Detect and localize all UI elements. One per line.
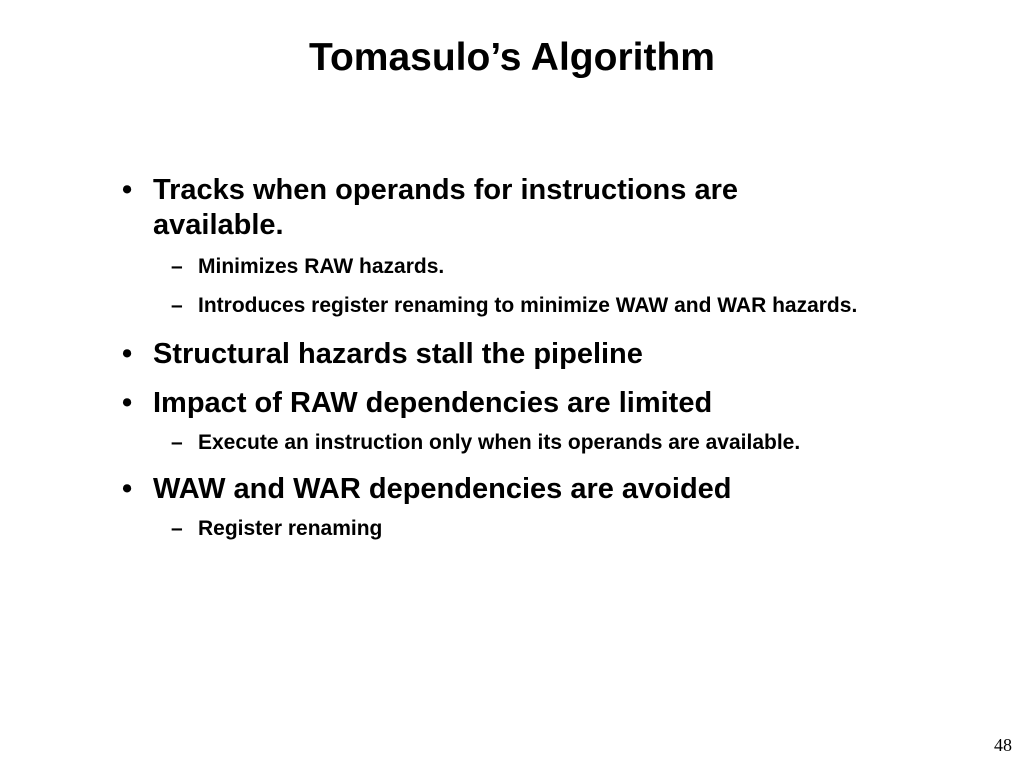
bullet-marker: • [122, 387, 133, 419]
dash-marker: – [171, 431, 183, 454]
sub-bullet-item [0, 429, 898, 456]
bullet-text: Tracks when operands for instructions are available. [153, 174, 738, 241]
bullet-item [0, 472, 853, 507]
sub-bullet-text: Minimizes RAW hazards. [198, 255, 445, 278]
bullet-item [0, 173, 853, 243]
sub-bullet-item [0, 253, 898, 280]
sub-bullet-text: Register renaming [198, 517, 383, 540]
bullet-item [0, 337, 853, 372]
page-number: 48 [994, 735, 1012, 755]
sub-bullet-item [0, 292, 898, 319]
bullet-text: WAW and WAR dependencies are avoided [153, 473, 732, 505]
bullet-text: Impact of RAW dependencies are limited [153, 387, 713, 419]
dash-marker: – [171, 255, 183, 278]
dash-marker: – [171, 517, 183, 540]
bullet-marker: • [122, 174, 133, 206]
sub-bullet-text: Execute an instruction only when its operands are available. [198, 431, 801, 454]
bullet-text: Structural hazards stall the pipeline [153, 338, 643, 370]
bullet-item [0, 386, 853, 421]
sub-bullet-text: Introduces register renaming to minimize WAW and WAR hazards. [198, 294, 858, 317]
bullet-list [0, 173, 1024, 554]
sub-bullet-item [0, 515, 898, 542]
bullet-marker: • [122, 338, 133, 370]
slide-title: Tomasulo’s Algorithm [309, 36, 715, 79]
dash-marker: – [171, 294, 183, 317]
bullet-marker: • [122, 473, 133, 505]
